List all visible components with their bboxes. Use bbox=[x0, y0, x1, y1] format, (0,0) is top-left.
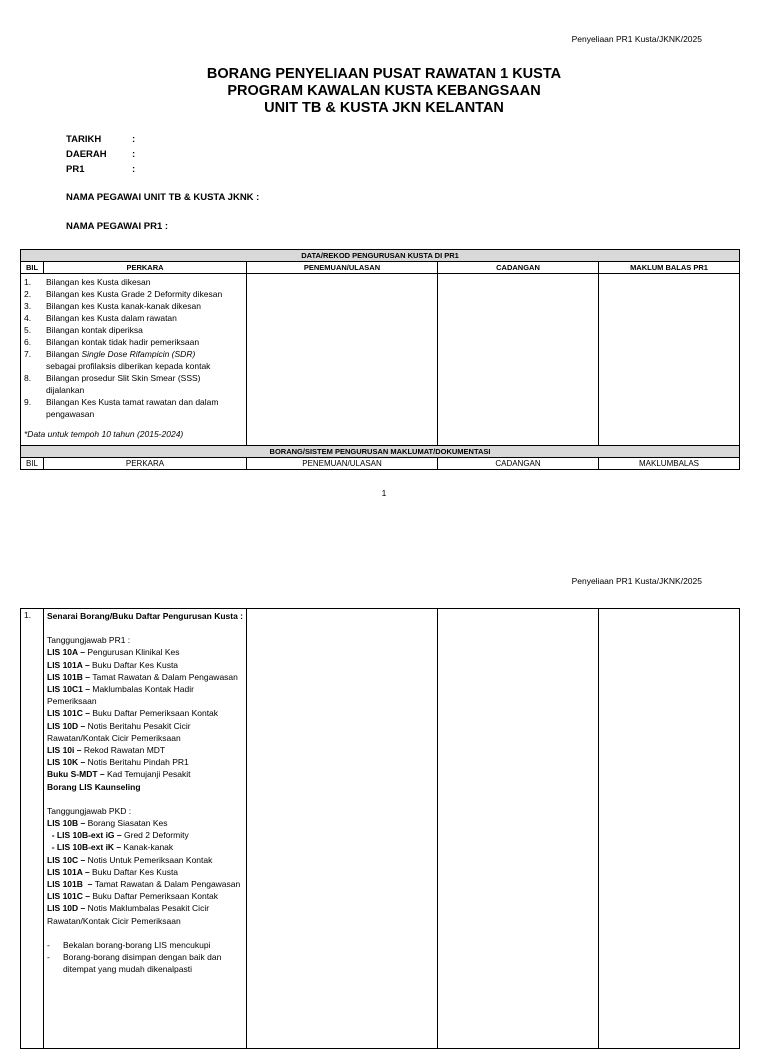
officer-unit-label: NAMA PEGAWAI UNIT TB & KUSTA JKNK : bbox=[66, 192, 260, 203]
form-description: Buku Daftar Pemeriksaan Kontak bbox=[92, 891, 219, 902]
form-description: Notis Beritahu Pindah PR1 bbox=[87, 757, 189, 768]
pr1-forms-list bbox=[47, 646, 243, 792]
form-code: LIS 10D – bbox=[47, 903, 88, 914]
list-item bbox=[47, 781, 243, 793]
field-date-label: TARIKH bbox=[66, 134, 102, 145]
section-header-row bbox=[21, 250, 740, 262]
item-text bbox=[46, 348, 226, 372]
item-text-post: sebagai profilaksis diberikan kepada kontak bbox=[46, 361, 211, 371]
list-item bbox=[47, 866, 243, 878]
list-item bbox=[47, 744, 243, 756]
penemuan-cell[interactable] bbox=[247, 609, 438, 1049]
item-number: 1. bbox=[24, 277, 32, 287]
data-period-note: *Data untuk tempoh 10 tahun (2015-2024) bbox=[24, 429, 184, 439]
list-item bbox=[47, 841, 243, 853]
list-item bbox=[47, 768, 243, 780]
document-reference: Penyeliaan PR1 Kusta/JKNK/2025 bbox=[571, 576, 702, 586]
col-penemuan-2: PENEMUAN/ULASAN bbox=[247, 458, 438, 470]
title-line-1: BORANG PENYELIAAN PUSAT RAWATAN 1 KUSTA bbox=[206, 66, 562, 82]
penemuan-cell[interactable] bbox=[247, 274, 438, 446]
form-description: Tamat Rawatan & Dalam Pengawasan bbox=[92, 671, 238, 682]
list-item bbox=[47, 659, 243, 671]
section-data-title: DATA/REKOD PENGURUSAN KUSTA DI PR1 bbox=[21, 250, 740, 262]
item-number: 8. bbox=[24, 373, 32, 383]
section-header-row bbox=[21, 446, 740, 458]
list-item bbox=[47, 720, 243, 744]
page-2 bbox=[0, 540, 768, 1024]
section-documentation-title: BORANG/SISTEM PENGURUSAN MAKLUMAT/DOKUMENTASI bbox=[21, 446, 740, 458]
item-text: Bilangan prosedur Slit Skin Smear (SSS) dijalankan bbox=[46, 373, 201, 395]
form-code: LIS 10A – bbox=[47, 647, 88, 658]
list-item: - Bekalan borang-borang LIS mencukupi bbox=[47, 939, 211, 950]
form-code: LIS 101B – bbox=[47, 671, 93, 682]
cadangan-cell[interactable] bbox=[438, 274, 599, 446]
list-item bbox=[47, 683, 243, 707]
pkd-forms-list bbox=[47, 817, 243, 927]
form-code: LIS 10i – bbox=[47, 745, 84, 756]
item-number: 3. bbox=[24, 301, 32, 311]
item-number: 5. bbox=[24, 325, 32, 335]
form-code: LIS 10K – bbox=[47, 757, 88, 768]
field-district-label: DAERAH bbox=[66, 149, 107, 160]
form-description: Kad Temujanji Pesakit bbox=[106, 769, 191, 780]
pkd-responsibility-title: Tanggungjawab PKD : bbox=[47, 805, 132, 816]
table-row bbox=[21, 609, 740, 1049]
list-item bbox=[24, 336, 243, 348]
list-item bbox=[24, 324, 243, 336]
list-item bbox=[47, 878, 243, 890]
form-description: Notis Untuk Pemeriksaan Kontak bbox=[87, 854, 213, 865]
supervision-table bbox=[20, 249, 740, 470]
list-item bbox=[47, 890, 243, 902]
form-code: - LIS 10B-ext iG – bbox=[47, 830, 124, 841]
field-district-sep: : bbox=[132, 149, 136, 160]
form-description: Tamat Rawatan & Dalam Pengawasan bbox=[94, 879, 241, 890]
list-item bbox=[47, 854, 243, 866]
form-description: Pengurusan Klinikal Kes bbox=[87, 647, 180, 658]
item-text: Bilangan kes Kusta Grade 2 Deformity dikesan bbox=[46, 289, 223, 299]
list-item bbox=[24, 312, 243, 324]
item-text: Bilangan kontak diperiksa bbox=[46, 325, 143, 335]
item-text: Bilangan kes Kusta dikesan bbox=[46, 277, 151, 287]
list-item bbox=[47, 756, 243, 768]
list-item bbox=[47, 671, 243, 683]
form-description: Buku Daftar Kes Kusta bbox=[92, 659, 179, 670]
list-item bbox=[47, 707, 243, 719]
form-code: LIS 10C – bbox=[47, 854, 88, 865]
col-bil-2: BIL bbox=[21, 458, 44, 470]
form-code: LIS 101C – bbox=[47, 708, 93, 719]
page-1 bbox=[0, 0, 768, 512]
form-description: Notis Beritahu Pesakit Cicir Rawatan/Kontak Cicir Pemeriksaan bbox=[47, 720, 191, 743]
field-pr1-sep: : bbox=[132, 164, 136, 175]
list-item bbox=[47, 646, 243, 658]
items-cell bbox=[21, 274, 247, 446]
title-line-3: UNIT TB & KUSTA JKN KELANTAN bbox=[264, 100, 504, 116]
table-header-row bbox=[21, 458, 740, 470]
item-number: 6. bbox=[24, 337, 32, 347]
form-title bbox=[0, 66, 768, 117]
list-item bbox=[24, 300, 243, 312]
field-date-sep: : bbox=[132, 134, 136, 145]
field-pr1 bbox=[66, 162, 135, 177]
officer-pr1-label: NAMA PEGAWAI PR1 : bbox=[66, 221, 169, 232]
form-code: LIS 101C – bbox=[47, 891, 93, 902]
item-number: 7. bbox=[24, 349, 32, 359]
form-description: Borang Siasatan Kes bbox=[87, 818, 168, 829]
maklum-balas-cell[interactable] bbox=[599, 274, 740, 446]
col-penemuan: PENEMUAN/ULASAN bbox=[247, 262, 438, 274]
list-item bbox=[24, 396, 243, 420]
form-description: Buku Daftar Kes Kusta bbox=[92, 866, 179, 877]
forms-list-cell bbox=[44, 609, 247, 1049]
col-cadangan: CADANGAN bbox=[438, 262, 599, 274]
col-perkara: PERKARA bbox=[44, 262, 247, 274]
list-item bbox=[24, 276, 243, 288]
col-perkara-2: PERKARA bbox=[44, 458, 247, 470]
table-header-row bbox=[21, 262, 740, 274]
form-description: Gred 2 Deformity bbox=[124, 830, 189, 841]
item-text-pre: Bilangan bbox=[46, 349, 82, 359]
form-code: LIS 10D – bbox=[47, 720, 88, 731]
form-code: Buku S-MDT – bbox=[47, 769, 107, 780]
form-description: Rekod Rawatan MDT bbox=[83, 745, 166, 756]
forms-heading: Senarai Borang/Buku Daftar Pengurusan Kusta : bbox=[47, 611, 244, 621]
list-item bbox=[24, 288, 243, 300]
list-item bbox=[24, 372, 243, 396]
item-text-em: Single Dose Rifampicin (SDR) bbox=[81, 349, 196, 359]
list-item bbox=[47, 902, 243, 926]
form-description: Buku Daftar Pemeriksaan Kontak bbox=[92, 708, 219, 719]
col-bil: BIL bbox=[21, 262, 44, 274]
document-reference: Penyeliaan PR1 Kusta/JKNK/2025 bbox=[571, 34, 702, 44]
item-text: Bilangan kes Kusta kanak-kanak dikesan bbox=[46, 301, 201, 311]
list-item bbox=[47, 829, 243, 841]
form-code: LIS 101B – bbox=[47, 879, 95, 890]
pr1-responsibility-title: Tanggungjawab PR1 : bbox=[47, 635, 131, 646]
form-code: Borang LIS Kaunseling bbox=[47, 781, 141, 792]
form-description: Maklumbalas Kontak Hadir Pemeriksaan bbox=[47, 684, 194, 707]
bullet-text: Bekalan borang-borang LIS mencukupi bbox=[63, 939, 211, 950]
form-code: - LIS 10B-ext iK – bbox=[47, 842, 124, 853]
cadangan-cell[interactable] bbox=[438, 609, 599, 1049]
form-code: LIS 10C1 – bbox=[47, 684, 93, 695]
bullet-text: Borang-borang disimpan dengan baik dan ditempat yang mudah dikenalpasti bbox=[63, 952, 222, 975]
form-code: LIS 101A – bbox=[47, 866, 93, 877]
item-text: Bilangan kes Kusta dalam rawatan bbox=[46, 313, 177, 323]
field-district bbox=[66, 147, 135, 162]
table-row bbox=[21, 274, 740, 446]
form-code: LIS 10B – bbox=[47, 818, 88, 829]
documentation-table bbox=[20, 608, 740, 1049]
item-list bbox=[24, 276, 243, 420]
field-date bbox=[66, 132, 135, 147]
col-maklumbalas-2: MAKLUMBALAS bbox=[599, 458, 740, 470]
form-description: Kanak-kanak bbox=[123, 842, 174, 853]
item-number: 2. bbox=[24, 289, 32, 299]
form-description: Notis Maklumbalas Pesakit Cicir Rawatan/Kontak Cicir Pemeriksaan bbox=[47, 903, 210, 926]
page-number: 1 bbox=[381, 488, 387, 498]
field-pr1-label: PR1 bbox=[66, 164, 85, 175]
row-number: 1. bbox=[21, 609, 44, 1049]
item-number: 4. bbox=[24, 313, 32, 323]
item-text: Bilangan kontak tidak hadir pemeriksaan bbox=[46, 337, 200, 347]
item-text: Bilangan Kes Kusta tamat rawatan dan dalam pengawasan bbox=[46, 397, 219, 419]
list-item: - Borang-borang disimpan dengan baik dan ditempat yang mudah dikenalpasti bbox=[47, 951, 243, 975]
form-code: LIS 101A – bbox=[47, 659, 93, 670]
maklumbalas-cell[interactable] bbox=[599, 609, 740, 1049]
info-fields bbox=[66, 132, 135, 177]
item-number: 9. bbox=[24, 397, 32, 407]
list-item bbox=[24, 348, 243, 372]
list-item bbox=[47, 817, 243, 829]
col-maklum-balas: MAKLUM BALAS PR1 bbox=[599, 262, 740, 274]
col-cadangan-2: CADANGAN bbox=[438, 458, 599, 470]
title-line-2: PROGRAM KAWALAN KUSTA KEBANGSAAN bbox=[227, 83, 541, 99]
